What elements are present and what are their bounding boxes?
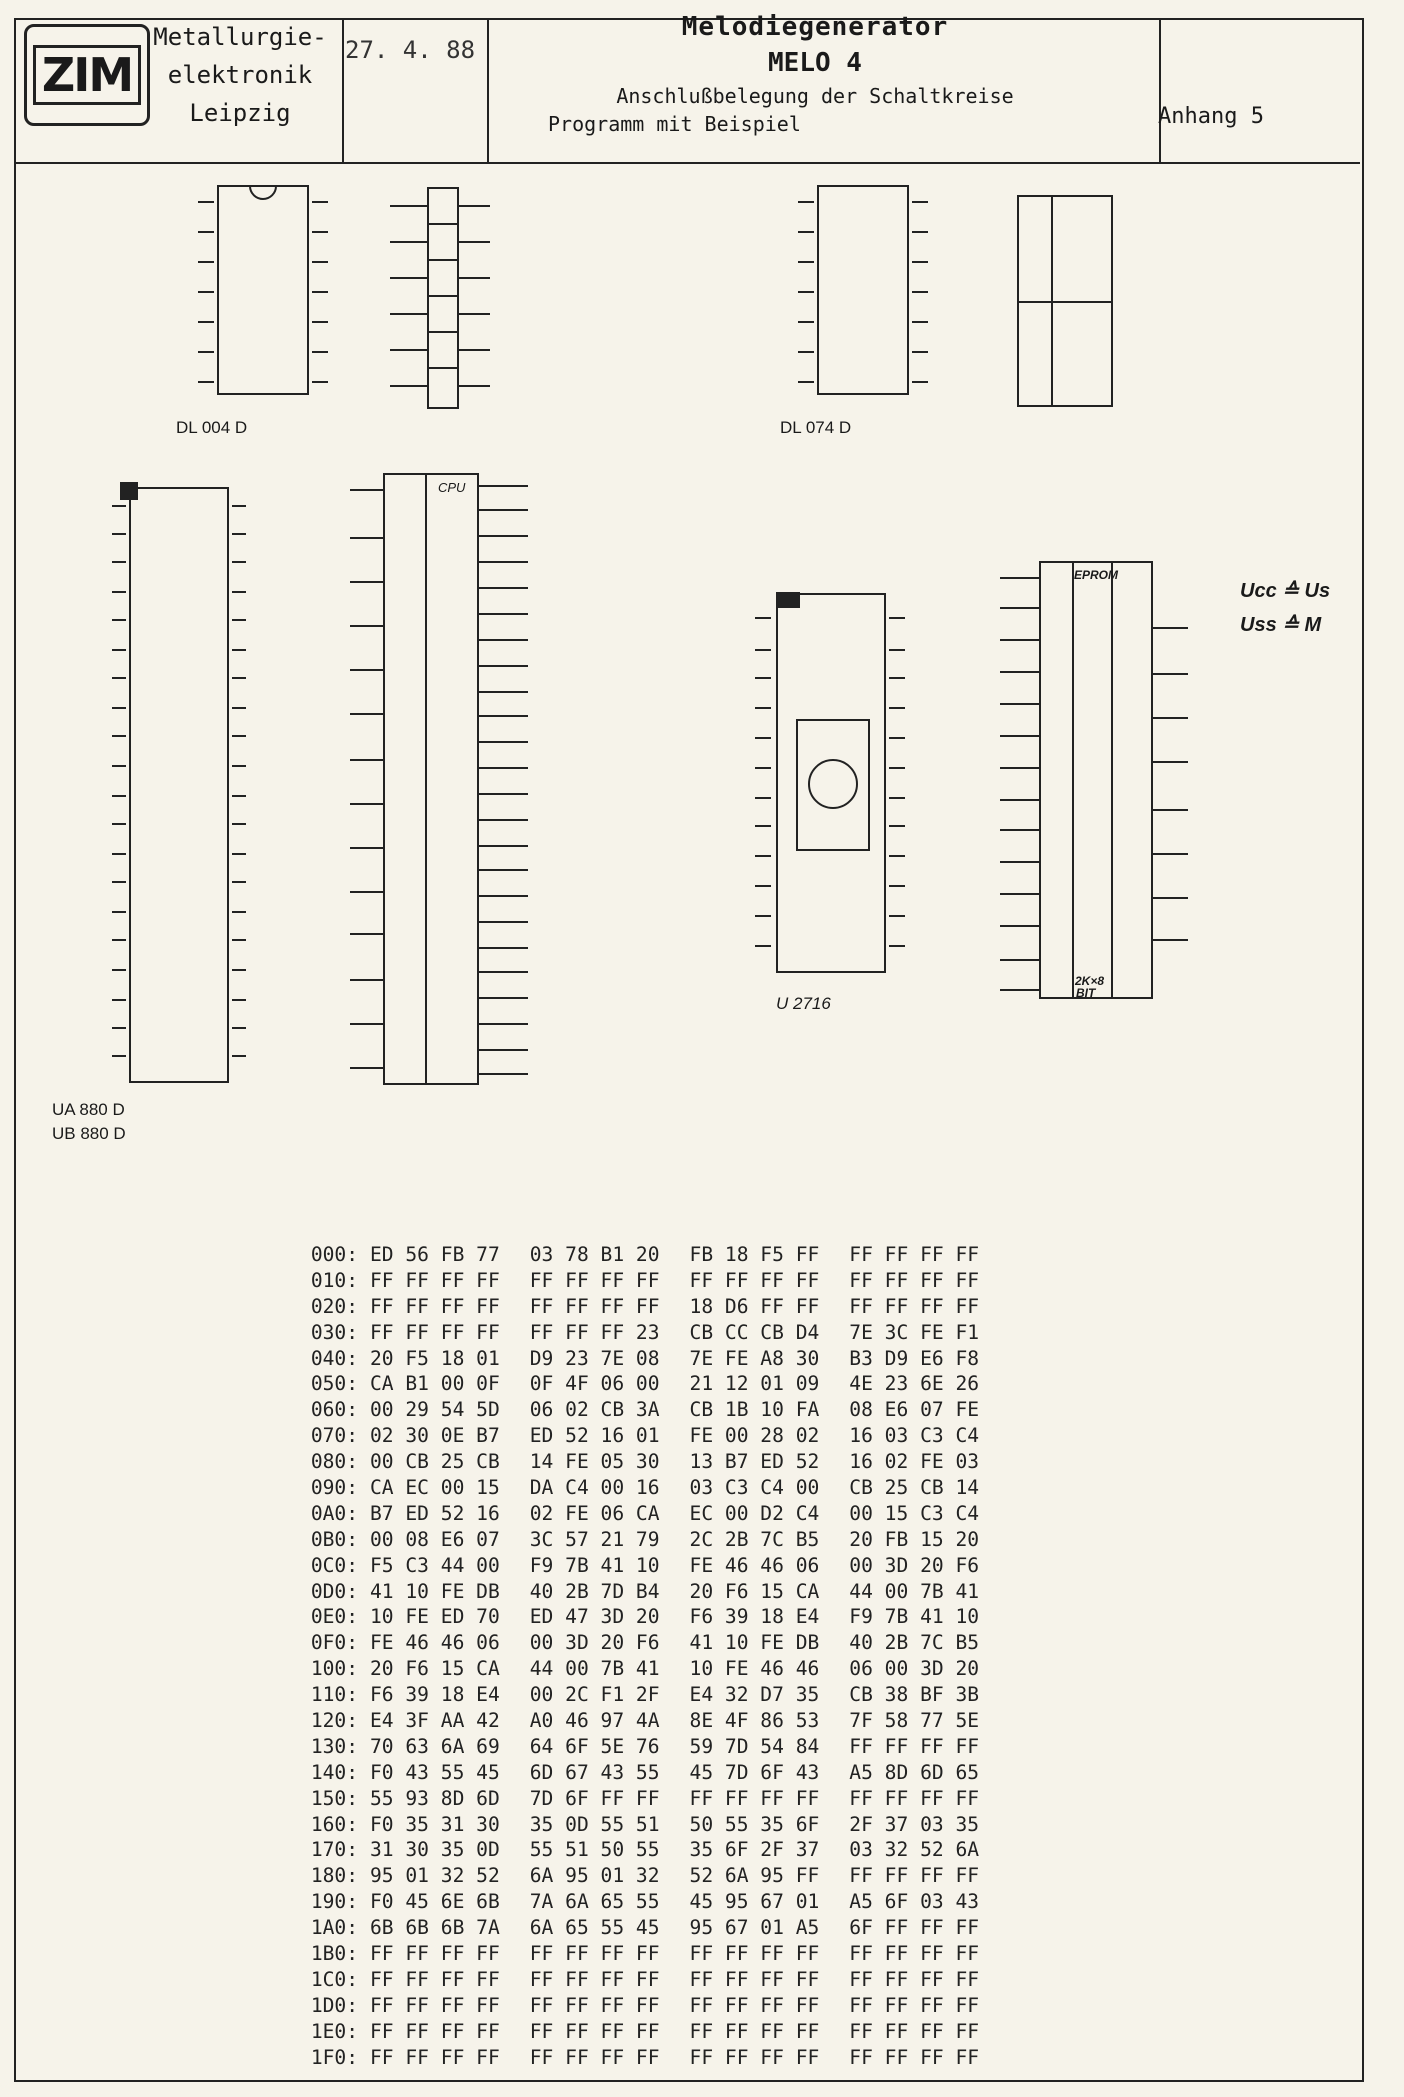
hexdump-byte-group: 08 E6 07 FE: [849, 1398, 980, 1422]
hexdump-byte-group: 64 6F 5E 76: [529, 1734, 660, 1758]
hexdump-address: 150:: [310, 1786, 358, 1810]
hexdump-byte-group: FF FF FF FF: [370, 1967, 500, 1991]
hexdump-byte-group: 18 D6 FF FF: [689, 1294, 820, 1318]
hexdump-bytes: [370, 1423, 1009, 1449]
hexdump-byte-group: FF FF FF FF: [849, 1786, 980, 1810]
hexdump-byte-group: FF FF FF FF: [849, 1294, 980, 1318]
hexdump-byte-group: CB 38 BF 3B: [849, 1683, 980, 1707]
hexdump-byte-group: 00 08 E6 07: [370, 1527, 500, 1551]
hexdump-byte-group: FF FF FF FF: [849, 1268, 980, 1292]
hexdump-byte-group: FF FF FF FF: [689, 1268, 820, 1292]
hexdump-byte-group: 6F FF FF FF: [849, 1916, 980, 1940]
hexdump-byte-group: DA C4 00 16: [529, 1476, 660, 1500]
hexdump-byte-group: FE 46 46 06: [689, 1553, 820, 1577]
hexdump-bytes: [370, 1863, 1009, 1889]
hexdump-byte-group: 45 7D 6F 43: [689, 1760, 820, 1784]
hexdump-byte-group: FF FF FF FF: [370, 1294, 500, 1318]
hexdump-row: [280, 1863, 1009, 1889]
hexdump-byte-group: 3C 57 21 79: [529, 1527, 660, 1551]
supply-note-2: Uss ≙ M: [1240, 614, 1322, 636]
hexdump-address: 160:: [310, 1812, 358, 1836]
hexdump-byte-group: FF FF FF FF: [849, 1243, 980, 1266]
hexdump-byte-group: 02 FE 06 CA: [529, 1501, 660, 1525]
hexdump-byte-group: F9 7B 41 10: [849, 1605, 980, 1629]
hexdump-address: 030:: [310, 1320, 358, 1344]
hexdump-byte-group: 8E 4F 86 53: [689, 1709, 820, 1733]
hexdump-address: 010:: [310, 1268, 358, 1292]
hexdump-byte-group: A5 8D 6D 65: [849, 1760, 980, 1784]
hexdump-address: 0B0:: [310, 1527, 358, 1551]
hexdump-byte-group: EC 00 D2 C4: [689, 1501, 820, 1525]
hexdump-row: [280, 1371, 1009, 1397]
hexdump-byte-group: 7F 58 77 5E: [849, 1709, 980, 1733]
cpu-symbol: [384, 474, 478, 1084]
hexdump-address: 020:: [310, 1294, 358, 1318]
hexdump-row: [280, 1475, 1009, 1501]
hexdump-row: [280, 1967, 1009, 1993]
hexdump-byte-group: 00 15 C3 C4: [849, 1501, 980, 1525]
hexdump-byte-group: B3 D9 E6 F8: [849, 1346, 980, 1370]
hexdump-byte-group: FF FF FF FF: [370, 1942, 500, 1966]
hexdump-bytes: [370, 1371, 1009, 1397]
org-line: Leipzig: [189, 99, 291, 127]
hexdump-row: [280, 1423, 1009, 1449]
hexdump-byte-group: FF FF FF FF: [370, 2045, 500, 2069]
hexdump-byte-group: 55 93 8D 6D: [370, 1786, 500, 1810]
hexdump-byte-group: FF FF FF 23: [529, 1320, 660, 1344]
hexdump-byte-group: FF FF FF FF: [689, 1942, 820, 1966]
hexdump-byte-group: 31 30 35 0D: [370, 1838, 500, 1862]
hexdump-address: 070:: [310, 1424, 358, 1448]
hexdump-byte-group: FF FF FF FF: [370, 1993, 500, 2017]
hexdump-byte-group: 44 00 7B 41: [849, 1579, 980, 1603]
hexdump-byte-group: FF FF FF FF: [849, 1864, 980, 1888]
hexdump-byte-group: F6 39 18 E4: [689, 1605, 820, 1629]
hexdump-bytes: [370, 1837, 1009, 1863]
eprom-size-label: 2K×8: [1075, 974, 1105, 988]
hexdump-byte-group: 7D 6F FF FF: [529, 1786, 660, 1810]
hexdump-byte-group: 7E FE A8 30: [689, 1346, 820, 1370]
hexdump-byte-group: 4E 23 6E 26: [849, 1372, 980, 1396]
hexdump-byte-group: CA EC 00 15: [370, 1476, 500, 1500]
hexdump-bytes: [370, 1579, 1009, 1605]
hexdump-byte-group: D9 23 7E 08: [529, 1346, 660, 1370]
hexdump-row: [280, 1527, 1009, 1553]
hexdump-byte-group: FF FF FF FF: [689, 1993, 820, 2017]
hexdump-address: 1C0:: [310, 1967, 358, 1991]
hexdump-byte-group: F0 45 6E 6B: [370, 1890, 500, 1914]
hexdump-byte-group: FF FF FF FF: [370, 1268, 500, 1292]
ub880-label: UB 880 D: [52, 1124, 126, 1143]
hexdump-row: [280, 1397, 1009, 1423]
hexdump-row: [280, 2045, 1009, 2071]
hexdump-byte-group: 7E 3C FE F1: [849, 1320, 980, 1344]
hexdump-byte-group: 41 10 FE DB: [689, 1631, 820, 1655]
hexdump-byte-group: 55 51 50 55: [529, 1838, 660, 1862]
hexdump-byte-group: ED 52 16 01: [529, 1424, 660, 1448]
hexdump-row: [280, 1242, 1009, 1268]
hexdump-byte-group: FF FF FF FF: [849, 1993, 980, 2017]
hexdump-byte-group: 16 03 C3 C4: [849, 1424, 980, 1448]
hexdump-byte-group: 00 CB 25 CB: [370, 1450, 500, 1474]
hexdump-row: [280, 1734, 1009, 1760]
hexdump-byte-group: 95 01 32 52: [370, 1864, 500, 1888]
hexdump-bytes: [370, 1967, 1009, 1993]
hexdump-byte-group: CB 1B 10 FA: [689, 1398, 820, 1422]
ua880-label: UA 880 D: [52, 1100, 125, 1119]
hexdump-byte-group: FF FF FF FF: [689, 2045, 820, 2069]
hexdump-byte-group: 20 F5 18 01: [370, 1346, 500, 1370]
hexdump-byte-group: FF FF FF FF: [849, 2045, 980, 2069]
hexdump-byte-group: CA B1 00 0F: [370, 1372, 500, 1396]
hexdump-bytes: [370, 1501, 1009, 1527]
hexdump-bytes: [370, 1604, 1009, 1630]
hexdump-row: [280, 1604, 1009, 1630]
hexdump-byte-group: 03 32 52 6A: [849, 1838, 980, 1862]
hexdump-address: 1F0:: [310, 2045, 358, 2069]
hexdump-byte-group: 20 F6 15 CA: [370, 1657, 500, 1681]
hexdump-byte-group: 06 00 3D 20: [849, 1657, 980, 1681]
hexdump-byte-group: FF FF FF FF: [849, 1734, 980, 1758]
hexdump-byte-group: FF FF FF FF: [529, 1942, 660, 1966]
hexdump-address: 110:: [310, 1683, 358, 1707]
logo-text: ZIM: [33, 45, 141, 105]
hexdump-bytes: [370, 1320, 1009, 1346]
hexdump-byte-group: FF FF FF FF: [689, 1967, 820, 1991]
hexdump-byte-group: 52 6A 95 FF: [689, 1864, 820, 1888]
dl004-inverters: [390, 188, 490, 408]
hexdump-byte-group: 20 F6 15 CA: [689, 1579, 820, 1603]
hexdump-byte-group: 03 78 B1 20: [529, 1243, 660, 1266]
hexdump-byte-group: 00 3D 20 F6: [529, 1631, 660, 1655]
hexdump-byte-group: FF FF FF FF: [529, 1294, 660, 1318]
hexdump-row: [280, 1320, 1009, 1346]
dl004-label: DL 004 D: [176, 418, 248, 437]
hexdump-row: [280, 1449, 1009, 1475]
hexdump-address: 120:: [310, 1709, 358, 1733]
hexdump-byte-group: ED 56 FB 77: [370, 1243, 500, 1266]
hexdump-address: 040:: [310, 1346, 358, 1370]
hexdump-row: [280, 1553, 1009, 1579]
hexdump-address: 1D0:: [310, 1993, 358, 2017]
hexdump-byte-group: CB 25 CB 14: [849, 1476, 980, 1500]
hexdump-byte-group: FF FF FF FF: [849, 1967, 980, 1991]
hexdump-byte-group: ED 47 3D 20: [529, 1605, 660, 1629]
hexdump-byte-group: 95 67 01 A5: [689, 1916, 820, 1940]
hexdump-bytes: [370, 1993, 1009, 2019]
hexdump-bytes: [370, 1656, 1009, 1682]
hexdump-byte-group: FF FF FF FF: [370, 1320, 500, 1344]
hexdump-bytes: [370, 1346, 1009, 1372]
document-date: 27. 4. 88: [345, 36, 476, 64]
org-line: elektronik: [167, 61, 313, 89]
hexdump-byte-group: 00 29 54 5D: [370, 1398, 500, 1422]
hexdump-byte-group: FF FF FF FF: [370, 2019, 500, 2043]
hexdump-byte-group: 10 FE ED 70: [370, 1605, 500, 1629]
hexdump-row: [280, 1579, 1009, 1605]
hexdump-bytes: [370, 1760, 1009, 1786]
hexdump-row: [280, 1294, 1009, 1320]
hexdump-byte-group: 35 0D 55 51: [529, 1812, 660, 1836]
hexdump-bytes: [370, 1475, 1009, 1501]
hexdump-address: 130:: [310, 1734, 358, 1758]
dl074-label: DL 074 D: [780, 418, 852, 437]
hexdump-byte-group: 70 63 6A 69: [370, 1734, 500, 1758]
hexdump-bytes: [370, 1449, 1009, 1475]
hexdump-bytes: [370, 1708, 1009, 1734]
hexdump-address: 190:: [310, 1890, 358, 1914]
hexdump-address: 100:: [310, 1657, 358, 1681]
hexdump-byte-group: F6 39 18 E4: [370, 1683, 500, 1707]
hexdump-byte-group: 40 2B 7D B4: [529, 1579, 660, 1603]
dl074-package: [818, 186, 908, 394]
hexdump-byte-group: 6A 65 55 45: [529, 1916, 660, 1940]
hexdump-bytes: [370, 1889, 1009, 1915]
hexdump-byte-group: FF FF FF FF: [529, 1967, 660, 1991]
hexdump-byte-group: 40 2B 7C B5: [849, 1631, 980, 1655]
hexdump-byte-group: FE 46 46 06: [370, 1631, 500, 1655]
hexdump-byte-group: FF FF FF FF: [529, 1268, 660, 1292]
hexdump-byte-group: F9 7B 41 10: [529, 1553, 660, 1577]
hexdump-row: [280, 1501, 1009, 1527]
hexdump-byte-group: F0 43 55 45: [370, 1760, 500, 1784]
hexdump-byte-group: 13 B7 ED 52: [689, 1450, 820, 1474]
hexdump-address: 1B0:: [310, 1942, 358, 1966]
hexdump-bytes: [370, 1915, 1009, 1941]
hexdump-address: 0C0:: [310, 1553, 358, 1577]
hexdump-byte-group: A5 6F 03 43: [849, 1890, 980, 1914]
hexdump-byte-group: 20 FB 15 20: [849, 1527, 980, 1551]
hexdump-byte-group: 06 02 CB 3A: [529, 1398, 660, 1422]
title: Melodiegenerator: [681, 12, 949, 42]
hexdump-byte-group: 6A 95 01 32: [529, 1864, 660, 1888]
hexdump-byte-group: FF FF FF FF: [529, 2045, 660, 2069]
eprom-label: EPROM: [1074, 568, 1119, 582]
hexdump-byte-group: FF FF FF FF: [849, 1942, 980, 1966]
hexdump-byte-group: 44 00 7B 41: [529, 1657, 660, 1681]
hexdump-byte-group: 2F 37 03 35: [849, 1812, 980, 1836]
hexdump-address: 140:: [310, 1760, 358, 1784]
hexdump-address: 080:: [310, 1450, 358, 1474]
hexdump-bytes: [370, 1294, 1009, 1320]
hexdump-row: [280, 1760, 1009, 1786]
hexdump-row: [280, 1786, 1009, 1812]
hexdump-address: 170:: [310, 1838, 358, 1862]
eprom-symbol: [1040, 562, 1152, 998]
cpu-label: CPU: [438, 480, 466, 495]
ua880-package: [130, 488, 228, 1082]
hexdump-row: [280, 1682, 1009, 1708]
hexdump-byte-group: 35 6F 2F 37: [689, 1838, 820, 1862]
program-hexdump: [280, 1242, 1009, 2071]
hexdump-byte-group: 50 55 35 6F: [689, 1812, 820, 1836]
hexdump-bytes: [370, 2019, 1009, 2045]
hexdump-byte-group: A0 46 97 4A: [529, 1709, 660, 1733]
hexdump-bytes: [370, 1941, 1009, 1967]
hexdump-row: [280, 1346, 1009, 1372]
hexdump-row: [280, 1656, 1009, 1682]
hexdump-byte-group: E4 3F AA 42: [370, 1709, 500, 1733]
hexdump-byte-group: B7 ED 52 16: [370, 1501, 500, 1525]
hexdump-address: 050:: [310, 1372, 358, 1396]
description-line: Anschlußbelegung der Schaltkreise: [616, 84, 1014, 108]
hexdump-byte-group: FB 18 F5 FF: [689, 1243, 820, 1266]
hexdump-byte-group: 10 FE 46 46: [689, 1657, 820, 1681]
hexdump-bytes: [370, 1812, 1009, 1838]
hexdump-byte-group: 14 FE 05 30: [529, 1450, 660, 1474]
hexdump-row: [280, 1889, 1009, 1915]
hexdump-row: [280, 1268, 1009, 1294]
org-line: Metallurgie-: [153, 23, 327, 51]
hexdump-bytes: [370, 1630, 1009, 1656]
hexdump-byte-group: FF FF FF FF: [529, 1993, 660, 2017]
hexdump-byte-group: F0 35 31 30: [370, 1812, 500, 1836]
hexdump-byte-group: 59 7D 54 84: [689, 1734, 820, 1758]
hexdump-bytes: [370, 1397, 1009, 1423]
hexdump-byte-group: 45 95 67 01: [689, 1890, 820, 1914]
appendix-label: Anhang 5: [1158, 104, 1264, 129]
hexdump-byte-group: 02 30 0E B7: [370, 1424, 500, 1448]
hexdump-byte-group: E4 32 D7 35: [689, 1683, 820, 1707]
eprom-bit-label: BIT: [1076, 986, 1096, 1000]
hexdump-byte-group: 03 C3 C4 00: [689, 1476, 820, 1500]
subtitle: MELO 4: [768, 48, 862, 78]
hexdump-byte-group: 6B 6B 6B 7A: [370, 1916, 500, 1940]
hexdump-address: 000:: [310, 1243, 358, 1266]
hexdump-row: [280, 1941, 1009, 1967]
hexdump-row: [280, 1915, 1009, 1941]
hexdump-byte-group: FF FF FF FF: [849, 2019, 980, 2043]
hexdump-byte-group: FF FF FF FF: [689, 2019, 820, 2043]
dl004-package: [218, 186, 308, 394]
hexdump-bytes: [370, 1786, 1009, 1812]
hexdump-row: [280, 1993, 1009, 2019]
hexdump-byte-group: CB CC CB D4: [689, 1320, 820, 1344]
hexdump-address: 060:: [310, 1398, 358, 1422]
hexdump-row: [280, 1630, 1009, 1656]
hexdump-byte-group: 0F 4F 06 00: [529, 1372, 660, 1396]
hexdump-address: 0D0:: [310, 1579, 358, 1603]
hexdump-address: 090:: [310, 1476, 358, 1500]
hexdump-row: [280, 1812, 1009, 1838]
hexdump-byte-group: FF FF FF FF: [529, 2019, 660, 2043]
hexdump-byte-group: 2C 2B 7C B5: [689, 1527, 820, 1551]
hexdump-address: 1A0:: [310, 1916, 358, 1940]
hexdump-byte-group: FF FF FF FF: [689, 1786, 820, 1810]
hexdump-bytes: [370, 2045, 1009, 2071]
hexdump-row: [280, 1708, 1009, 1734]
hexdump-address: 0E0:: [310, 1605, 358, 1629]
hexdump-address: 1E0:: [310, 2019, 358, 2043]
hexdump-byte-group: F5 C3 44 00: [370, 1553, 500, 1577]
hexdump-address: 0A0:: [310, 1501, 358, 1525]
hexdump-bytes: [370, 1553, 1009, 1579]
hexdump-row: [280, 2019, 1009, 2045]
hexdump-byte-group: 21 12 01 09: [689, 1372, 820, 1396]
hexdump-bytes: [370, 1734, 1009, 1760]
hexdump-bytes: [370, 1682, 1009, 1708]
hexdump-bytes: [370, 1242, 1009, 1268]
hexdump-byte-group: 41 10 FE DB: [370, 1579, 500, 1603]
hexdump-byte-group: 00 3D 20 F6: [849, 1553, 980, 1577]
supply-note-1: Ucc ≙ Us: [1240, 580, 1331, 602]
u2716-label: U 2716: [776, 994, 831, 1013]
hexdump-bytes: [370, 1527, 1009, 1553]
hexdump-byte-group: 6D 67 43 55: [529, 1760, 660, 1784]
hexdump-byte-group: FE 00 28 02: [689, 1424, 820, 1448]
description-line: Programm mit Beispiel: [548, 112, 801, 136]
hexdump-address: 180:: [310, 1864, 358, 1888]
hexdump-byte-group: 00 2C F1 2F: [529, 1683, 660, 1707]
hexdump-bytes: [370, 1268, 1009, 1294]
hexdump-row: [280, 1837, 1009, 1863]
hexdump-byte-group: 7A 6A 65 55: [529, 1890, 660, 1914]
hexdump-byte-group: 16 02 FE 03: [849, 1450, 980, 1474]
hexdump-address: 0F0:: [310, 1631, 358, 1655]
